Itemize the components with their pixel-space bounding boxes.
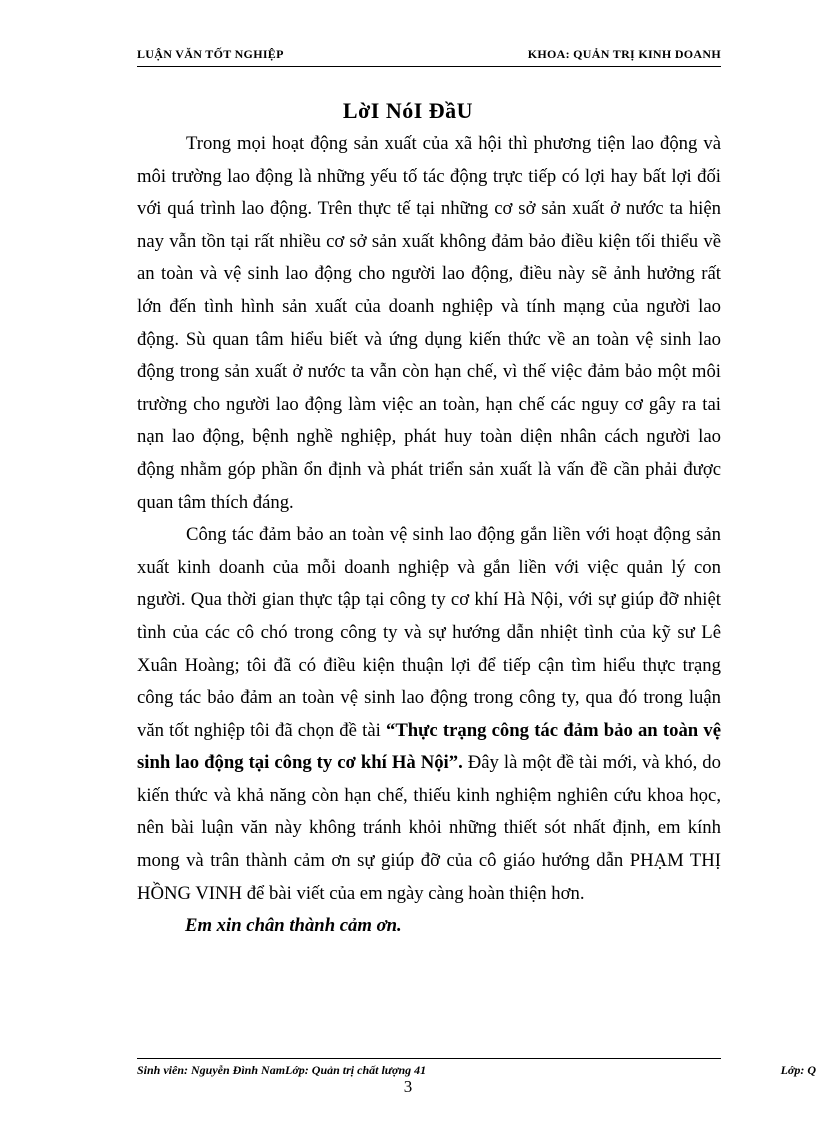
document-body <box>137 128 721 943</box>
thesis-topic-title: “Thực trạng công tác đảm bảo an toàn vệ sinh lao động tại công ty cơ khí Hà Nội”. <box>137 719 721 774</box>
page-title: LờI NóI ĐầU <box>342 98 474 123</box>
paragraph-topic <box>137 519 721 910</box>
footer-divider <box>137 1058 721 1059</box>
closing-thanks: Em xin chân thành cảm ơn. <box>185 915 402 937</box>
paragraph-topic-text: Công tác đảm bảo an toàn vệ sinh lao động gắn liền với hoạt động sản xuất kinh doanh của mỗi doanh nghiệp và gắn liền với việc quản lý con người. Qua thời gian thực tập tại công ty cơ khí Hà Nội, với sự giúp đỡ nhiệt tình của các cô chó trong công ty và sự hướng dẫn nhiệt tình của kỹ sư Lê Xuân Hoàng; tôi đã có điều kiện thuận lợi để tiếp cận tìm hiểu thực trạng công tác bảo đảm an toàn vệ sinh lao động trong công ty, qua đó trong luận văn tốt nghiệp tôi đã chọn đề tài <box>137 524 721 741</box>
footer-class-info: Lớp: Q <box>780 1063 816 1077</box>
header-thesis-label: LUẬN VĂN TỐT NGHIỆP <box>137 47 284 61</box>
footer-student-info: Sinh viên: Nguyễn Đình NamLớp: Quản trị chất lượng 41 <box>137 1063 427 1077</box>
header-divider <box>137 66 721 67</box>
paragraph-intro: Trong mọi hoạt động sản xuất của xã hội thì phương tiện lao động và môi trường lao động là những yếu tố tác động trực tiếp có lợi hay bất lợi đối với quá trình lao động. Trên thực tế tại những cơ sở sản xuất ở nước ta hiện nay vẫn tồn tại rất nhiều cơ sở sản xuất không đảm bảo điều kiện tối thiểu về an toàn và vệ sinh lao động cho người lao động, điều này sẽ ảnh hưởng rất lớn đến tình hình sản xuất của doanh nghiệp và tính mạng của người lao động. Sù quan tâm hiểu biết và ứng dụng kiến thức về an toàn vệ sinh lao động trong sản xuất ở nước ta vẫn còn hạn chế, vì thế việc đảm bảo một môi trường cho người lao động làm việc an toàn, hạn chế các nguy cơ gây ra tai nạn lao động, bệnh nghề nghiệp, phát huy toàn diện nhân cách người lao động nhằm góp phần ổn định và phát triển sản xuất là vấn đề cần phải được quan tâm thích đáng. <box>137 133 721 513</box>
header-faculty-label: KHOA: QUẢN TRỊ KINH DOANH <box>527 47 721 61</box>
paragraph-topic-text-end: Đây là một đề tài mới, và khó, do kiến thức và khả năng còn hạn chế, thiếu kinh nghiệm nghiên cứu khoa học, nên bài luận văn này không tránh khỏi những thiết sót nhất định, em kính mong và trân thành cảm ơn sự giúp đỡ của cô giáo hướng dẫn PHẠM THỊ HỒNG VINH để bài viết của em ngày càng hoàn thiện hơn. <box>137 752 721 904</box>
page-footer <box>137 1063 816 1078</box>
page-number: 3 <box>403 1077 413 1096</box>
